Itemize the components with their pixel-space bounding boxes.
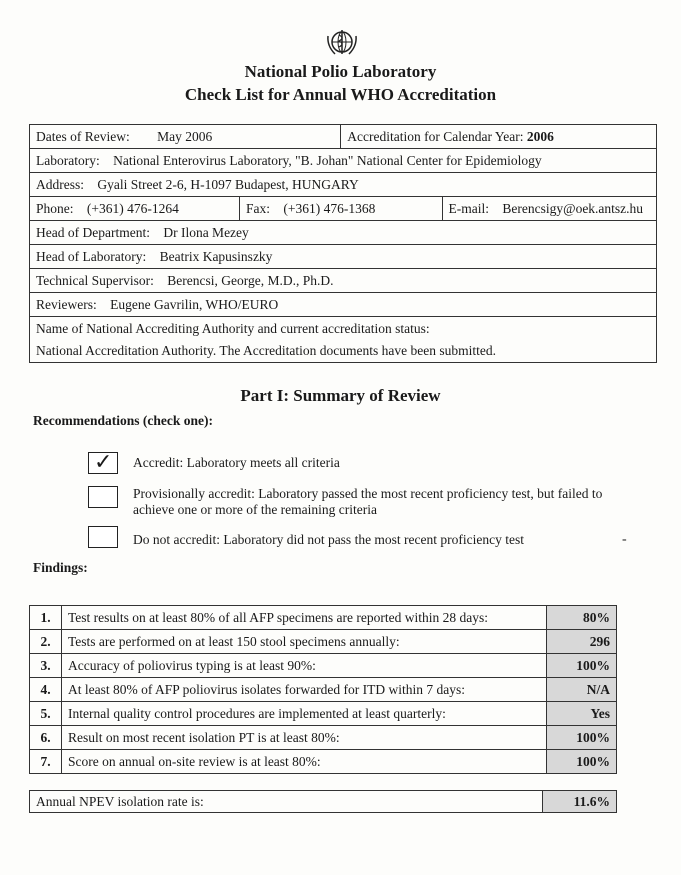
finding-number: 3. <box>30 654 62 678</box>
phone-label: Phone: <box>36 200 74 216</box>
findings-table <box>29 605 617 774</box>
finding-value: N/A <box>547 678 617 702</box>
head-department-label: Head of Department: <box>36 224 150 240</box>
table-row <box>30 726 617 750</box>
technical-supervisor-label: Technical Supervisor: <box>36 272 154 288</box>
address-row <box>30 173 657 197</box>
provisional-accredit-option-label: Provisionally accredit: Laboratory passed the most recent proficiency test, but failed to achieve one or more of the remaining criteria <box>133 486 603 517</box>
table-row <box>30 606 617 630</box>
finding-value: Yes <box>547 702 617 726</box>
dates-value: May 2006 <box>157 128 213 144</box>
laboratory-row <box>30 149 657 173</box>
npev-rate-value: 11.6% <box>543 791 617 813</box>
finding-value: 296 <box>547 630 617 654</box>
check-mark-icon: ✓ <box>94 449 113 474</box>
authority-row <box>30 317 657 363</box>
laboratory-label: Laboratory: <box>36 152 100 168</box>
finding-text: Score on annual on-site review is at least 80%: <box>62 750 547 774</box>
npev-rate-table <box>29 790 617 813</box>
technical-supervisor-row <box>30 269 657 293</box>
finding-number: 2. <box>30 630 62 654</box>
table-row <box>30 791 617 813</box>
finding-text: Accuracy of poliovirus typing is at least 90%: <box>62 654 547 678</box>
finding-value: 100% <box>547 726 617 750</box>
table-row <box>30 750 617 774</box>
dates-row <box>30 125 657 149</box>
reviewers-row <box>30 293 657 317</box>
address-label: Address: <box>36 176 84 192</box>
finding-number: 6. <box>30 726 62 750</box>
table-row <box>30 654 617 678</box>
table-row <box>30 702 617 726</box>
do-not-accredit-option-label: Do not accredit: Laboratory did not pass the most recent proficiency test <box>133 532 524 547</box>
authority-value: National Accreditation Authority. The Accreditation documents have been submitted. <box>36 342 497 358</box>
head-laboratory-label: Head of Laboratory: <box>36 248 147 264</box>
do-not-accredit-checkbox[interactable] <box>88 526 118 548</box>
head-department-row <box>30 221 657 245</box>
email-value: Berencsigy@oek.antsz.hu <box>502 200 644 216</box>
finding-value: 100% <box>547 654 617 678</box>
finding-number: 5. <box>30 702 62 726</box>
table-row <box>30 630 617 654</box>
technical-supervisor-value: Berencsi, George, M.D., Ph.D. <box>167 272 334 288</box>
review-info-table <box>29 124 657 363</box>
dates-label: Dates of Review: <box>36 128 130 144</box>
fax-label: Fax: <box>246 200 271 216</box>
finding-text: Test results on at least 80% of all AFP specimens are reported within 28 days: <box>62 606 547 630</box>
stray-mark: - <box>622 532 627 547</box>
accreditation-year-value: 2006 <box>526 128 554 144</box>
table-row <box>30 678 617 702</box>
finding-text: Internal quality control procedures are implemented at least quarterly: <box>62 702 547 726</box>
findings-label: Findings: <box>33 560 88 575</box>
reviewers-label: Reviewers: <box>36 296 97 312</box>
accredit-checkbox[interactable] <box>88 449 118 474</box>
npev-rate-label: Annual NPEV isolation rate is: <box>30 791 543 813</box>
finding-text: At least 80% of AFP poliovirus isolates forwarded for ITD within 7 days: <box>62 678 547 702</box>
head-laboratory-row <box>30 245 657 269</box>
provisional-accredit-checkbox[interactable] <box>88 486 118 508</box>
contact-row <box>30 197 657 221</box>
reviewers-value: Eugene Gavrilin, WHO/EURO <box>110 296 279 312</box>
head-department-value: Dr Ilona Mezey <box>163 224 249 240</box>
recommendations-label: Recommendations (check one): <box>33 413 213 428</box>
page-title: National Polio Laboratory <box>244 62 437 81</box>
part-one-title: Part I: Summary of Review <box>240 386 441 405</box>
email-label: E-mail: <box>448 200 490 216</box>
finding-number: 4. <box>30 678 62 702</box>
finding-value: 80% <box>547 606 617 630</box>
address-value: Gyali Street 2-6, H-1097 Budapest, HUNGARY <box>97 176 359 192</box>
head-laboratory-value: Beatrix Kapusinszky <box>159 248 273 264</box>
accreditation-year-label: Accreditation for Calendar Year: <box>347 128 524 144</box>
phone-value: (+361) 476-1264 <box>86 200 179 216</box>
finding-text: Result on most recent isolation PT is at least 80%: <box>62 726 547 750</box>
finding-value: 100% <box>547 750 617 774</box>
finding-text: Tests are performed on at least 150 stool specimens annually: <box>62 630 547 654</box>
laboratory-value: National Enterovirus Laboratory, "B. Johan" National Center for Epidemiology <box>113 152 542 168</box>
accredit-option-label: Accredit: Laboratory meets all criteria <box>133 455 340 470</box>
page-subtitle: Check List for Annual WHO Accreditation <box>184 85 497 104</box>
who-emblem-icon <box>325 28 359 58</box>
authority-label: Name of National Accrediting Authority and current accreditation status: <box>36 320 430 336</box>
fax-value: (+361) 476-1368 <box>283 200 376 216</box>
finding-number: 1. <box>30 606 62 630</box>
finding-number: 7. <box>30 750 62 774</box>
